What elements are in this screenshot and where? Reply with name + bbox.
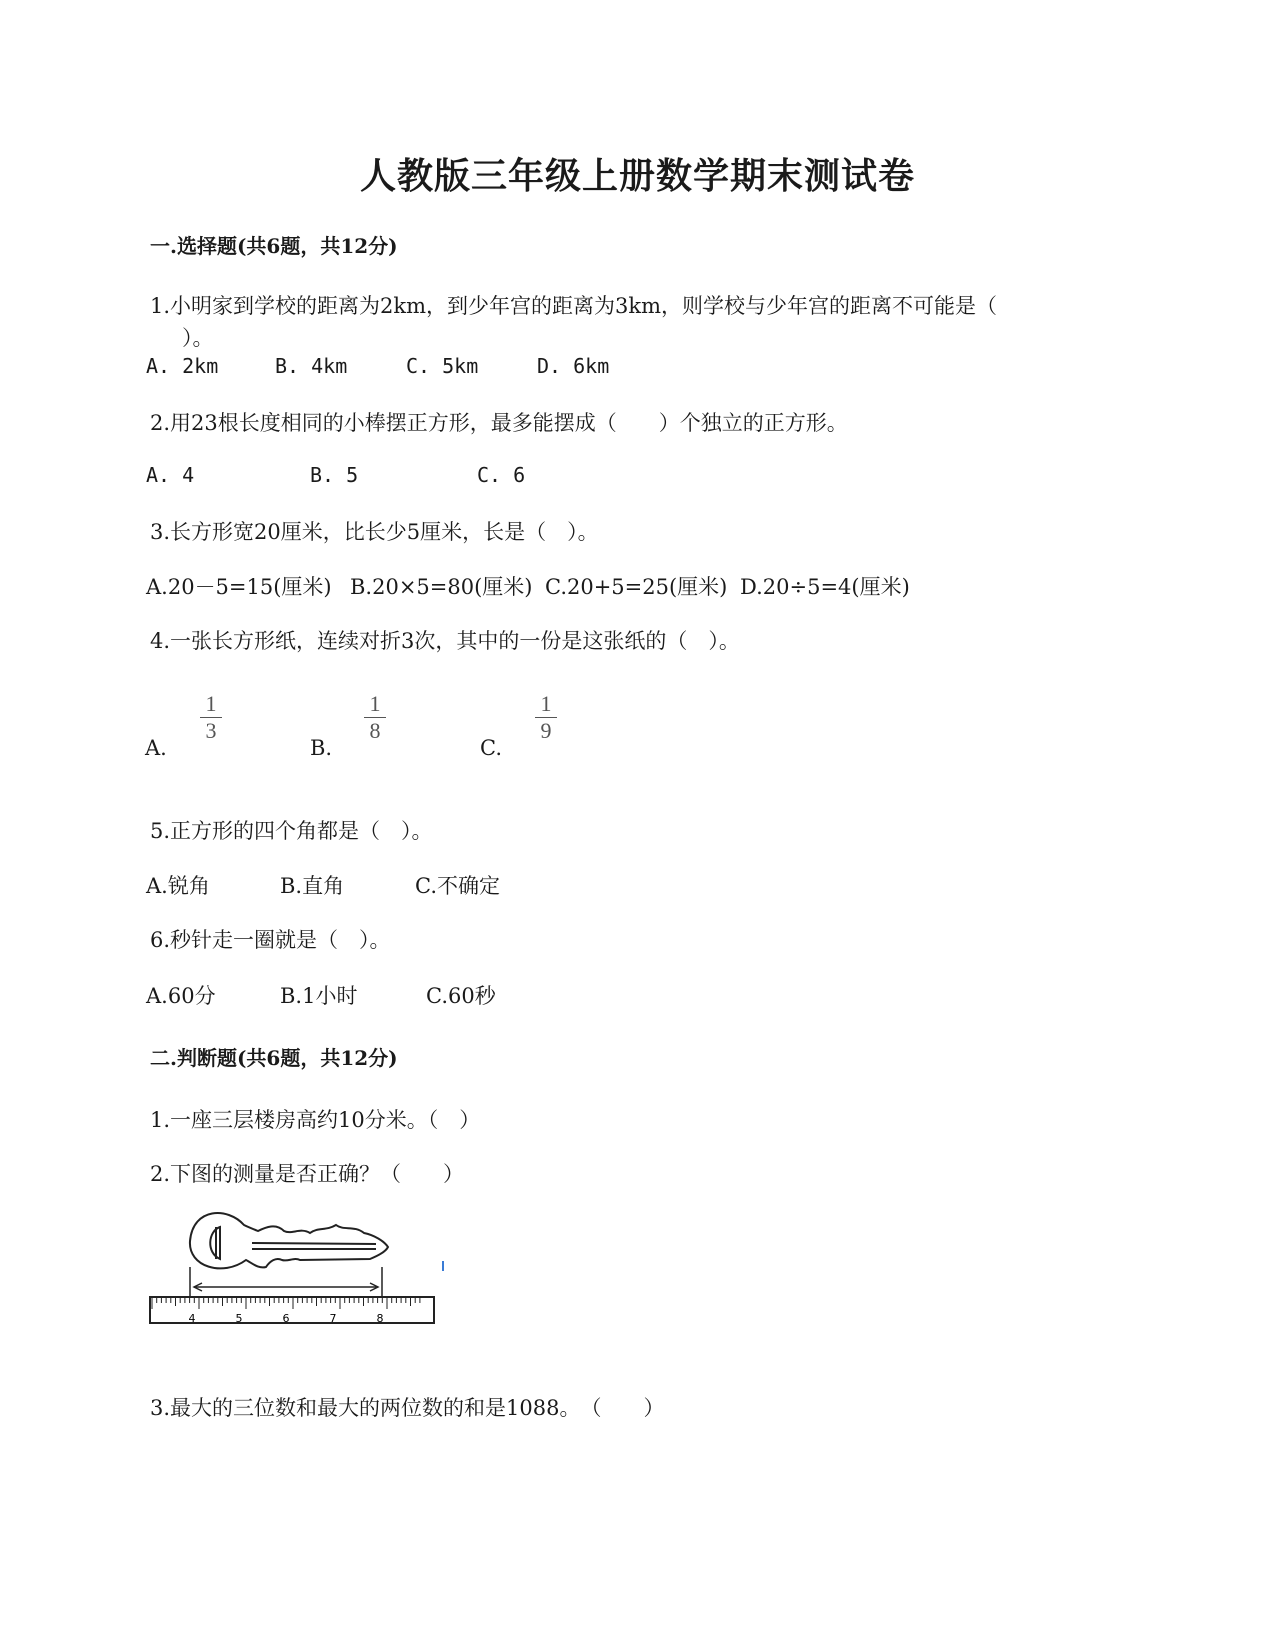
page-title: 人教版三年级上册数学期末测试卷 <box>359 155 915 197</box>
q1-option-a: A. 2km <box>146 354 219 378</box>
ruler-label: 6 <box>282 1312 290 1325</box>
judge-question-3: 3.最大的三位数和最大的两位数的和是1088。 （ ） <box>150 1396 665 1420</box>
q1-option-d: D. 6km <box>537 354 610 378</box>
q6-option-a: A.60分 <box>146 984 216 1008</box>
judge-question-2: 2.下图的测量是否正确？（ ） <box>150 1162 465 1186</box>
key-icon <box>190 1213 388 1268</box>
q1-option-c: C. 5km <box>406 354 479 378</box>
question-5-text: 5.正方形的四个角都是（ ）。 <box>150 819 433 843</box>
question-1-text-cont: ）。 <box>182 326 214 350</box>
q2-option-a: A. 4 <box>146 463 195 487</box>
q3-option-b: B.20×5=80(厘米) <box>350 575 533 599</box>
question-1-text: 1.小明家到学校的距离为2km，到少年宫的距离为3km，则学校与少年宫的距离不可能是（ <box>150 294 998 318</box>
question-6-text: 6.秒针走一圈就是（ ）。 <box>150 928 391 952</box>
q5-option-c: C.不确定 <box>415 874 500 898</box>
q6-option-b: B.1小时 <box>280 984 358 1008</box>
fraction-denominator: 9 <box>540 718 552 743</box>
q4-option-c-fraction <box>531 692 561 743</box>
q4-option-b-fraction <box>360 692 390 743</box>
fraction-denominator: 8 <box>369 718 381 743</box>
ruler-label: 5 <box>235 1312 243 1325</box>
question-2-text: 2.用23根长度相同的小棒摆正方形，最多能摆成（ ）个独立的正方形。 <box>150 411 848 435</box>
q3-option-d: D.20÷5=4(厘米) <box>740 575 910 599</box>
q6-option-c: C.60秒 <box>426 984 496 1008</box>
judge-question-1: 1.一座三层楼房高约10分米。（ ） <box>150 1108 481 1132</box>
q5-option-a: A.锐角 <box>146 874 210 898</box>
fraction-numerator: 1 <box>205 691 217 716</box>
key-ruler-figure <box>148 1205 448 1335</box>
q5-option-b: B.直角 <box>280 874 345 898</box>
q1-option-b: B. 4km <box>275 354 348 378</box>
ruler <box>150 1297 434 1325</box>
q4-option-b-label: B. <box>310 736 333 760</box>
question-4-text: 4.一张长方形纸，连续对折3次，其中的一份是这张纸的（ ）。 <box>150 629 740 653</box>
q4-option-a-fraction <box>196 692 226 743</box>
q2-option-b: B. 5 <box>310 463 359 487</box>
fraction-denominator: 3 <box>205 718 217 743</box>
section-heading-judgement: 二.判断题(共6题，共12分) <box>150 1046 398 1070</box>
question-3-text: 3.长方形宽20厘米，比长少5厘米，长是（ ）。 <box>150 520 599 544</box>
q4-option-a-label: A. <box>145 736 167 760</box>
q3-option-a: A.20－5=15(厘米) <box>146 575 332 599</box>
section-heading-choice: 一.选择题(共6题，共12分) <box>150 234 398 258</box>
ruler-label: 7 <box>329 1312 337 1325</box>
ruler-label: 4 <box>188 1312 196 1325</box>
fraction-numerator: 1 <box>540 691 552 716</box>
fraction-numerator: 1 <box>369 691 381 716</box>
q4-option-c-label: C. <box>480 736 502 760</box>
q2-option-c: C. 6 <box>477 463 526 487</box>
q3-option-c: C.20+5=25(厘米) <box>545 575 728 599</box>
ruler-label: 8 <box>376 1312 384 1325</box>
